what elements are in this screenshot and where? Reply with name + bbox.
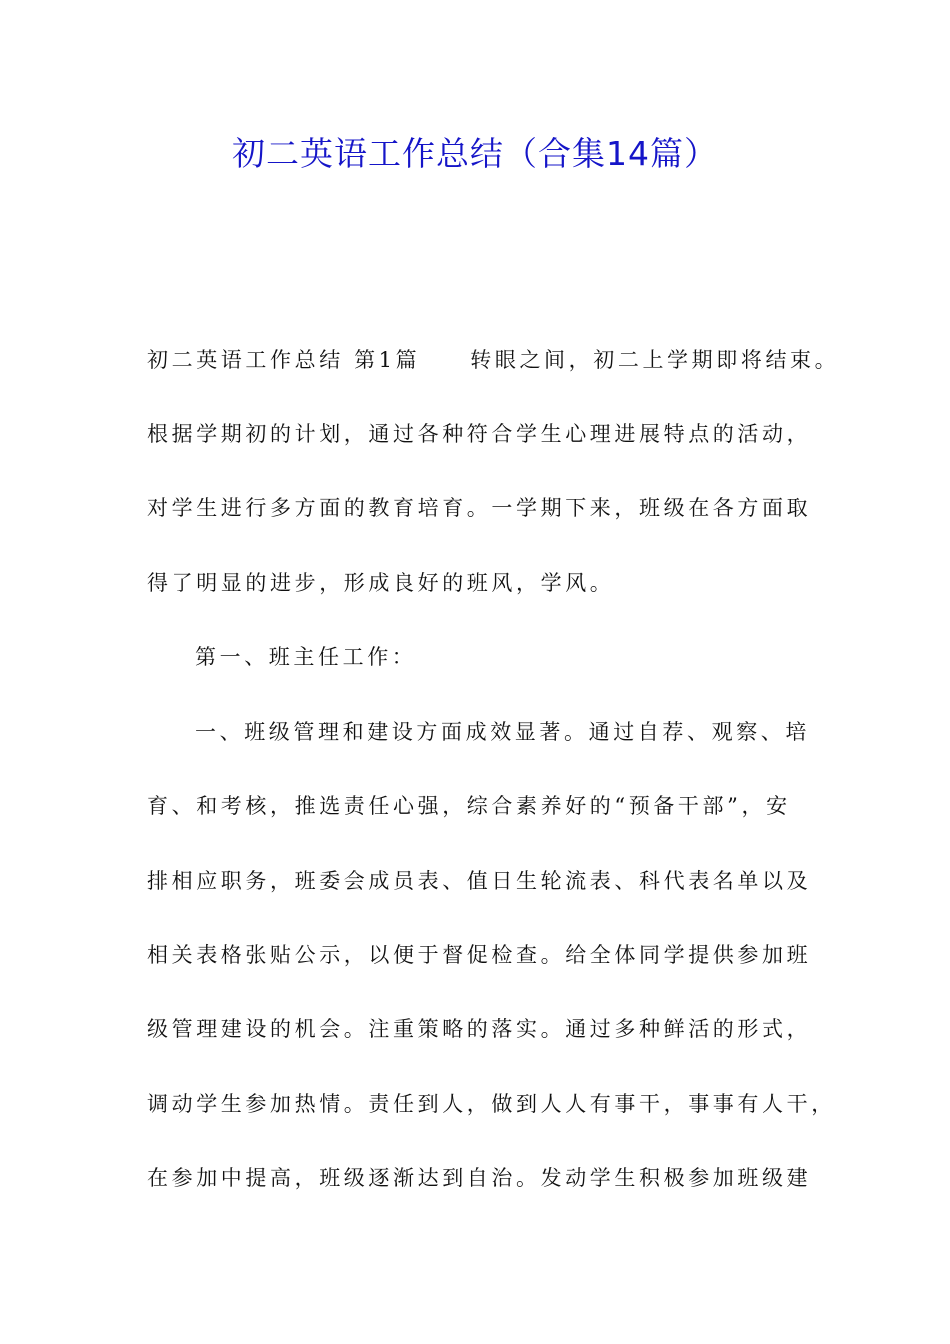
body-line: 育、和考核，推选责任心强，综合素养好的“预备干部”，安	[147, 794, 791, 818]
section-heading: 第一、班主任工作：	[195, 645, 417, 669]
body-line: 级管理建设的机会。注重策略的落实。通过多种鲜活的形式，	[147, 1017, 812, 1041]
body-line: 相关表格张贴公示，以便于督促检查。给全体同学提供参加班	[147, 943, 812, 967]
document-title: 初二英语工作总结（合集14篇）	[232, 134, 718, 173]
body-line: 一、班级管理和建设方面成效显著。通过自荐、观察、培	[195, 720, 810, 744]
body-line: 对学生进行多方面的教育培育。一学期下来，班级在各方面取	[147, 496, 812, 520]
body-line: 调动学生参加热情。责任到人，做到人人有事干，事事有人干，	[147, 1092, 836, 1116]
body-line: 排相应职务，班委会成员表、值日生轮流表、科代表名单以及	[147, 869, 812, 893]
body-line: 根据学期初的计划，通过各种符合学生心理进展特点的活动，	[147, 422, 812, 446]
body-line: 在参加中提高，班级逐渐达到自治。发动学生积极参加班级建	[147, 1166, 812, 1190]
body-line: 得了明显的进步，形成良好的班风，学风。	[147, 571, 615, 595]
section-label: 初二英语工作总结 第1篇	[147, 348, 421, 372]
first-line-text: 转眼之间，初二上学期即将结束。	[470, 348, 840, 372]
first-line	[147, 346, 847, 374]
